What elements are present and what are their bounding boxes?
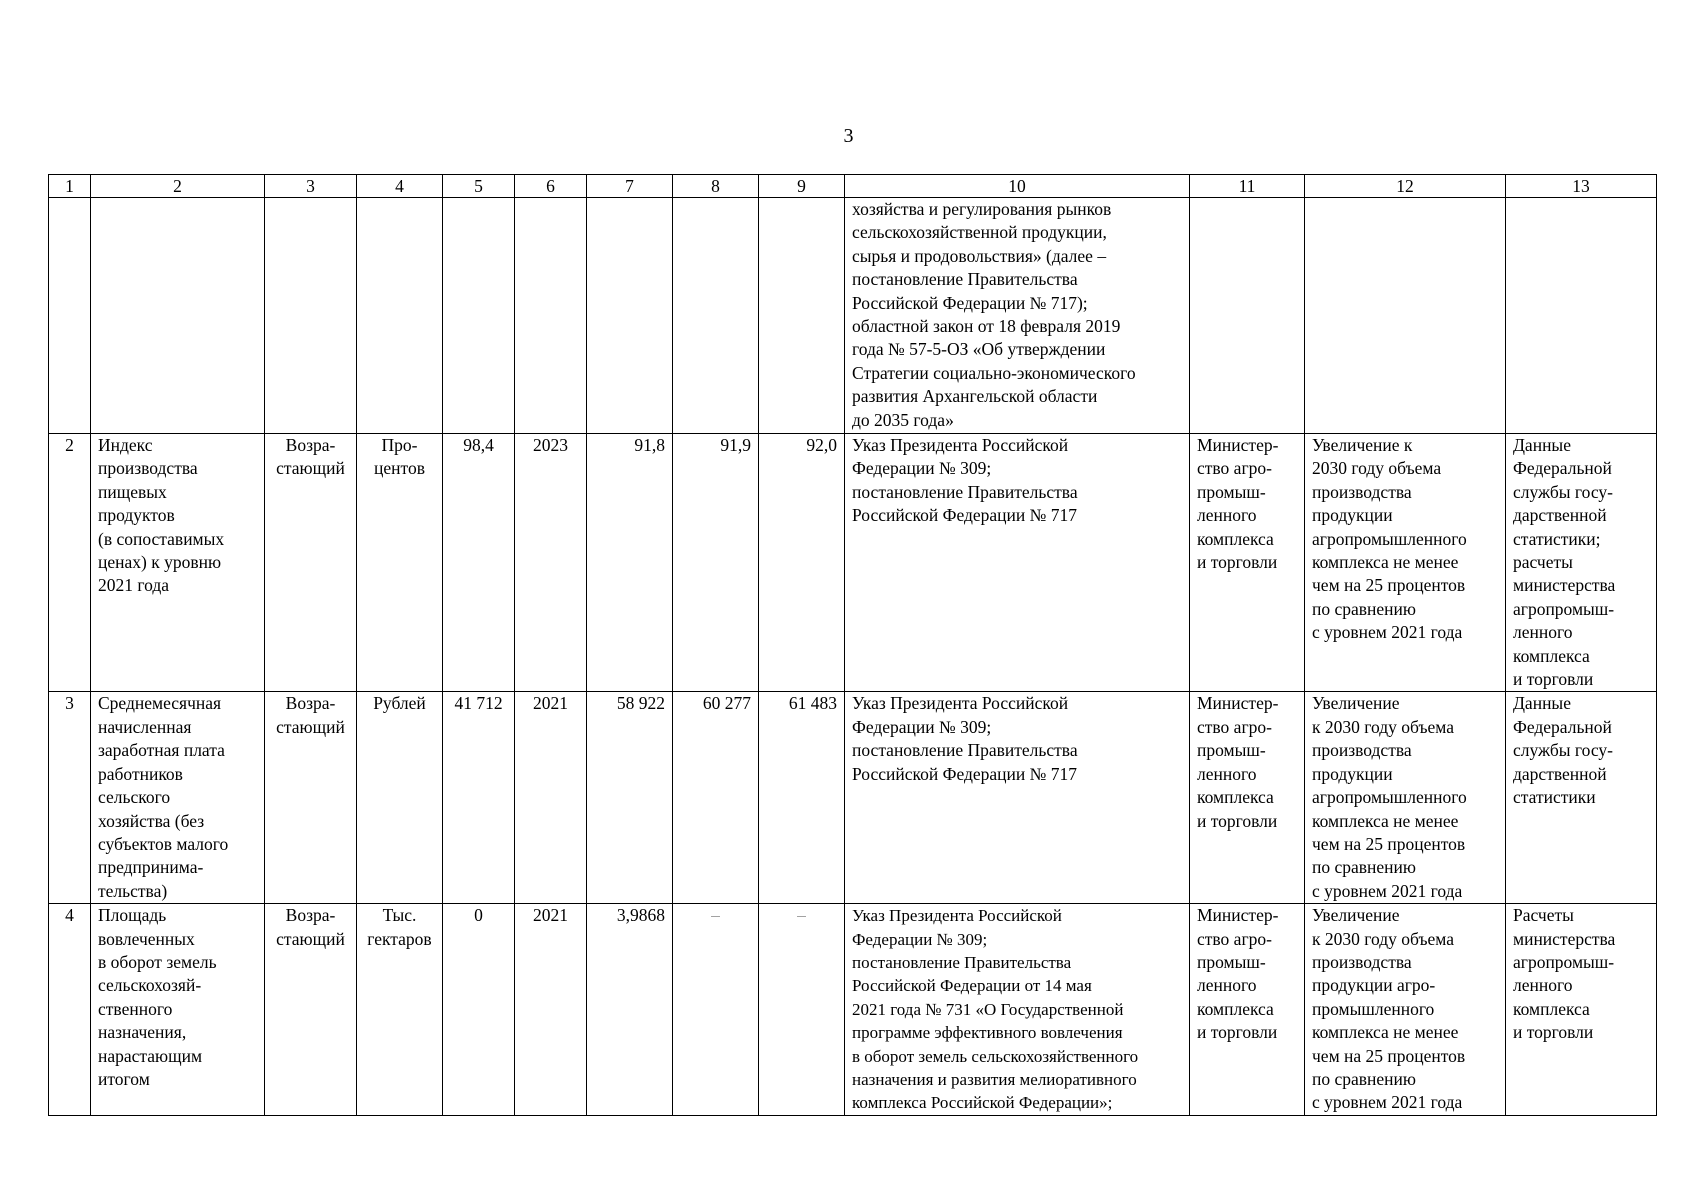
- value-cell-8: 91,9: [673, 434, 759, 692]
- goal-link-cell: Увеличение к 2030 году объема производства продукции агропромышленного комплекса не менее чем на 25 процентов по сравнению с уровнем 2021 года: [1305, 434, 1506, 692]
- page-number: 3: [843, 125, 854, 147]
- value-cell-7: 3,9868: [587, 904, 673, 1116]
- indicators-table: [48, 174, 1657, 1116]
- value-cell-7: 58 922: [587, 692, 673, 904]
- responsible-cell: Министер- ство агро- промыш- ленного комплекса и торговли: [1190, 434, 1305, 692]
- row-number-cell: 2: [49, 434, 91, 692]
- unit-cell: Про- центов: [357, 434, 443, 692]
- table-row: [49, 692, 1657, 904]
- responsible-cell: Министер- ство агро- промыш- ленного комплекса и торговли: [1190, 904, 1305, 1116]
- value-cell-7: 91,8: [587, 434, 673, 692]
- column-number-cell: 6: [515, 175, 587, 198]
- column-number-cell: 9: [759, 175, 845, 198]
- indicator-type-cell: Возра- стающий: [265, 434, 357, 692]
- legal-basis-cell: Указ Президента Российской Федерации № 309; постановление Правительства Российской Федерации № 717: [845, 434, 1190, 692]
- indicator-type-cell: Возра- стающий: [265, 692, 357, 904]
- indicator-name-cell: Среднемесячная начисленная заработная плата работников сельского хозяйства (без субъектов малого предпринима- тельства): [91, 692, 265, 904]
- row-number-cell: 4: [49, 904, 91, 1116]
- column-number-cell: 8: [673, 175, 759, 198]
- data-source-cell: Данные Федеральной службы госу- дарственной статистики; расчеты министерства агропромыш- ленного комплекса и торговли: [1506, 434, 1657, 692]
- value-cell-9: 61 483: [759, 692, 845, 904]
- column-number-cell: 5: [443, 175, 515, 198]
- column-number-cell: 4: [357, 175, 443, 198]
- continuation-row: [49, 198, 1657, 434]
- table-row: [49, 904, 1657, 1116]
- legal-basis-cell: Указ Президента Российской Федерации № 309; постановление Правительства Российской Федерации № 717: [845, 692, 1190, 904]
- indicator-name-cell: Индекс производства пищевых продуктов (в сопоставимых ценах) к уровню 2021 года: [91, 434, 265, 692]
- base-year-cell: 2021: [515, 904, 587, 1116]
- column-number-cell: 1: [49, 175, 91, 198]
- value-cell-8: –: [673, 904, 759, 1116]
- base-year-cell: 2021: [515, 692, 587, 904]
- column-number-cell: 10: [845, 175, 1190, 198]
- indicator-type-cell: Возра- стающий: [265, 904, 357, 1116]
- unit-cell: Рублей: [357, 692, 443, 904]
- legal-basis-cell: Указ Президента Российской Федерации № 309; постановление Правительства Российской Федерации от 14 мая 2021 года № 731 «О Государственной программе эффективного вовлечения в оборот земель сельскохозяйственного назначения и развития мелиоративного комплекса Российской Федерации»;: [845, 904, 1190, 1116]
- table-row: [49, 434, 1657, 692]
- value-cell-9: –: [759, 904, 845, 1116]
- column-number-cell: 3: [265, 175, 357, 198]
- column-number-cell: 13: [1506, 175, 1657, 198]
- base-value-cell: 0: [443, 904, 515, 1116]
- goal-link-cell: Увеличение к 2030 году объема производства продукции агро- промышленного комплекса не менее чем на 25 процентов по сравнению с уровнем 2021 года: [1305, 904, 1506, 1116]
- responsible-cell: Министер- ство агро- промыш- ленного комплекса и торговли: [1190, 692, 1305, 904]
- goal-link-cell: Увеличение к 2030 году объема производства продукции агропромышленного комплекса не менее чем на 25 процентов по сравнению с уровнем 2021 года: [1305, 692, 1506, 904]
- column-number-cell: 12: [1305, 175, 1506, 198]
- row-number-cell: 3: [49, 692, 91, 904]
- value-cell-9: 92,0: [759, 434, 845, 692]
- data-source-cell: Расчеты министерства агропромыш- ленного комплекса и торговли: [1506, 904, 1657, 1116]
- base-year-cell: 2023: [515, 434, 587, 692]
- indicator-name-cell: Площадь вовлеченных в оборот земель сельскохозяй- ственного назначения, нарастающим итогом: [91, 904, 265, 1116]
- column-number-cell: 2: [91, 175, 265, 198]
- unit-cell: Тыс. гектаров: [357, 904, 443, 1116]
- column-number-row: [49, 175, 1657, 198]
- value-cell-8: 60 277: [673, 692, 759, 904]
- column-number-cell: 7: [587, 175, 673, 198]
- column-number-cell: 11: [1190, 175, 1305, 198]
- base-value-cell: 98,4: [443, 434, 515, 692]
- base-value-cell: 41 712: [443, 692, 515, 904]
- data-source-cell: Данные Федеральной службы госу- дарственной статистики: [1506, 692, 1657, 904]
- legal-basis-cell: хозяйства и регулирования рынков сельскохозяйственной продукции, сырья и продовольствия» (далее – постановление Правительства Российской Федерации № 717); областной закон от 18 февраля 2019 года № 57-5-ОЗ «Об утверждении Стратегии социально-экономического развития Архангельской области до 2035 года»: [845, 198, 1190, 434]
